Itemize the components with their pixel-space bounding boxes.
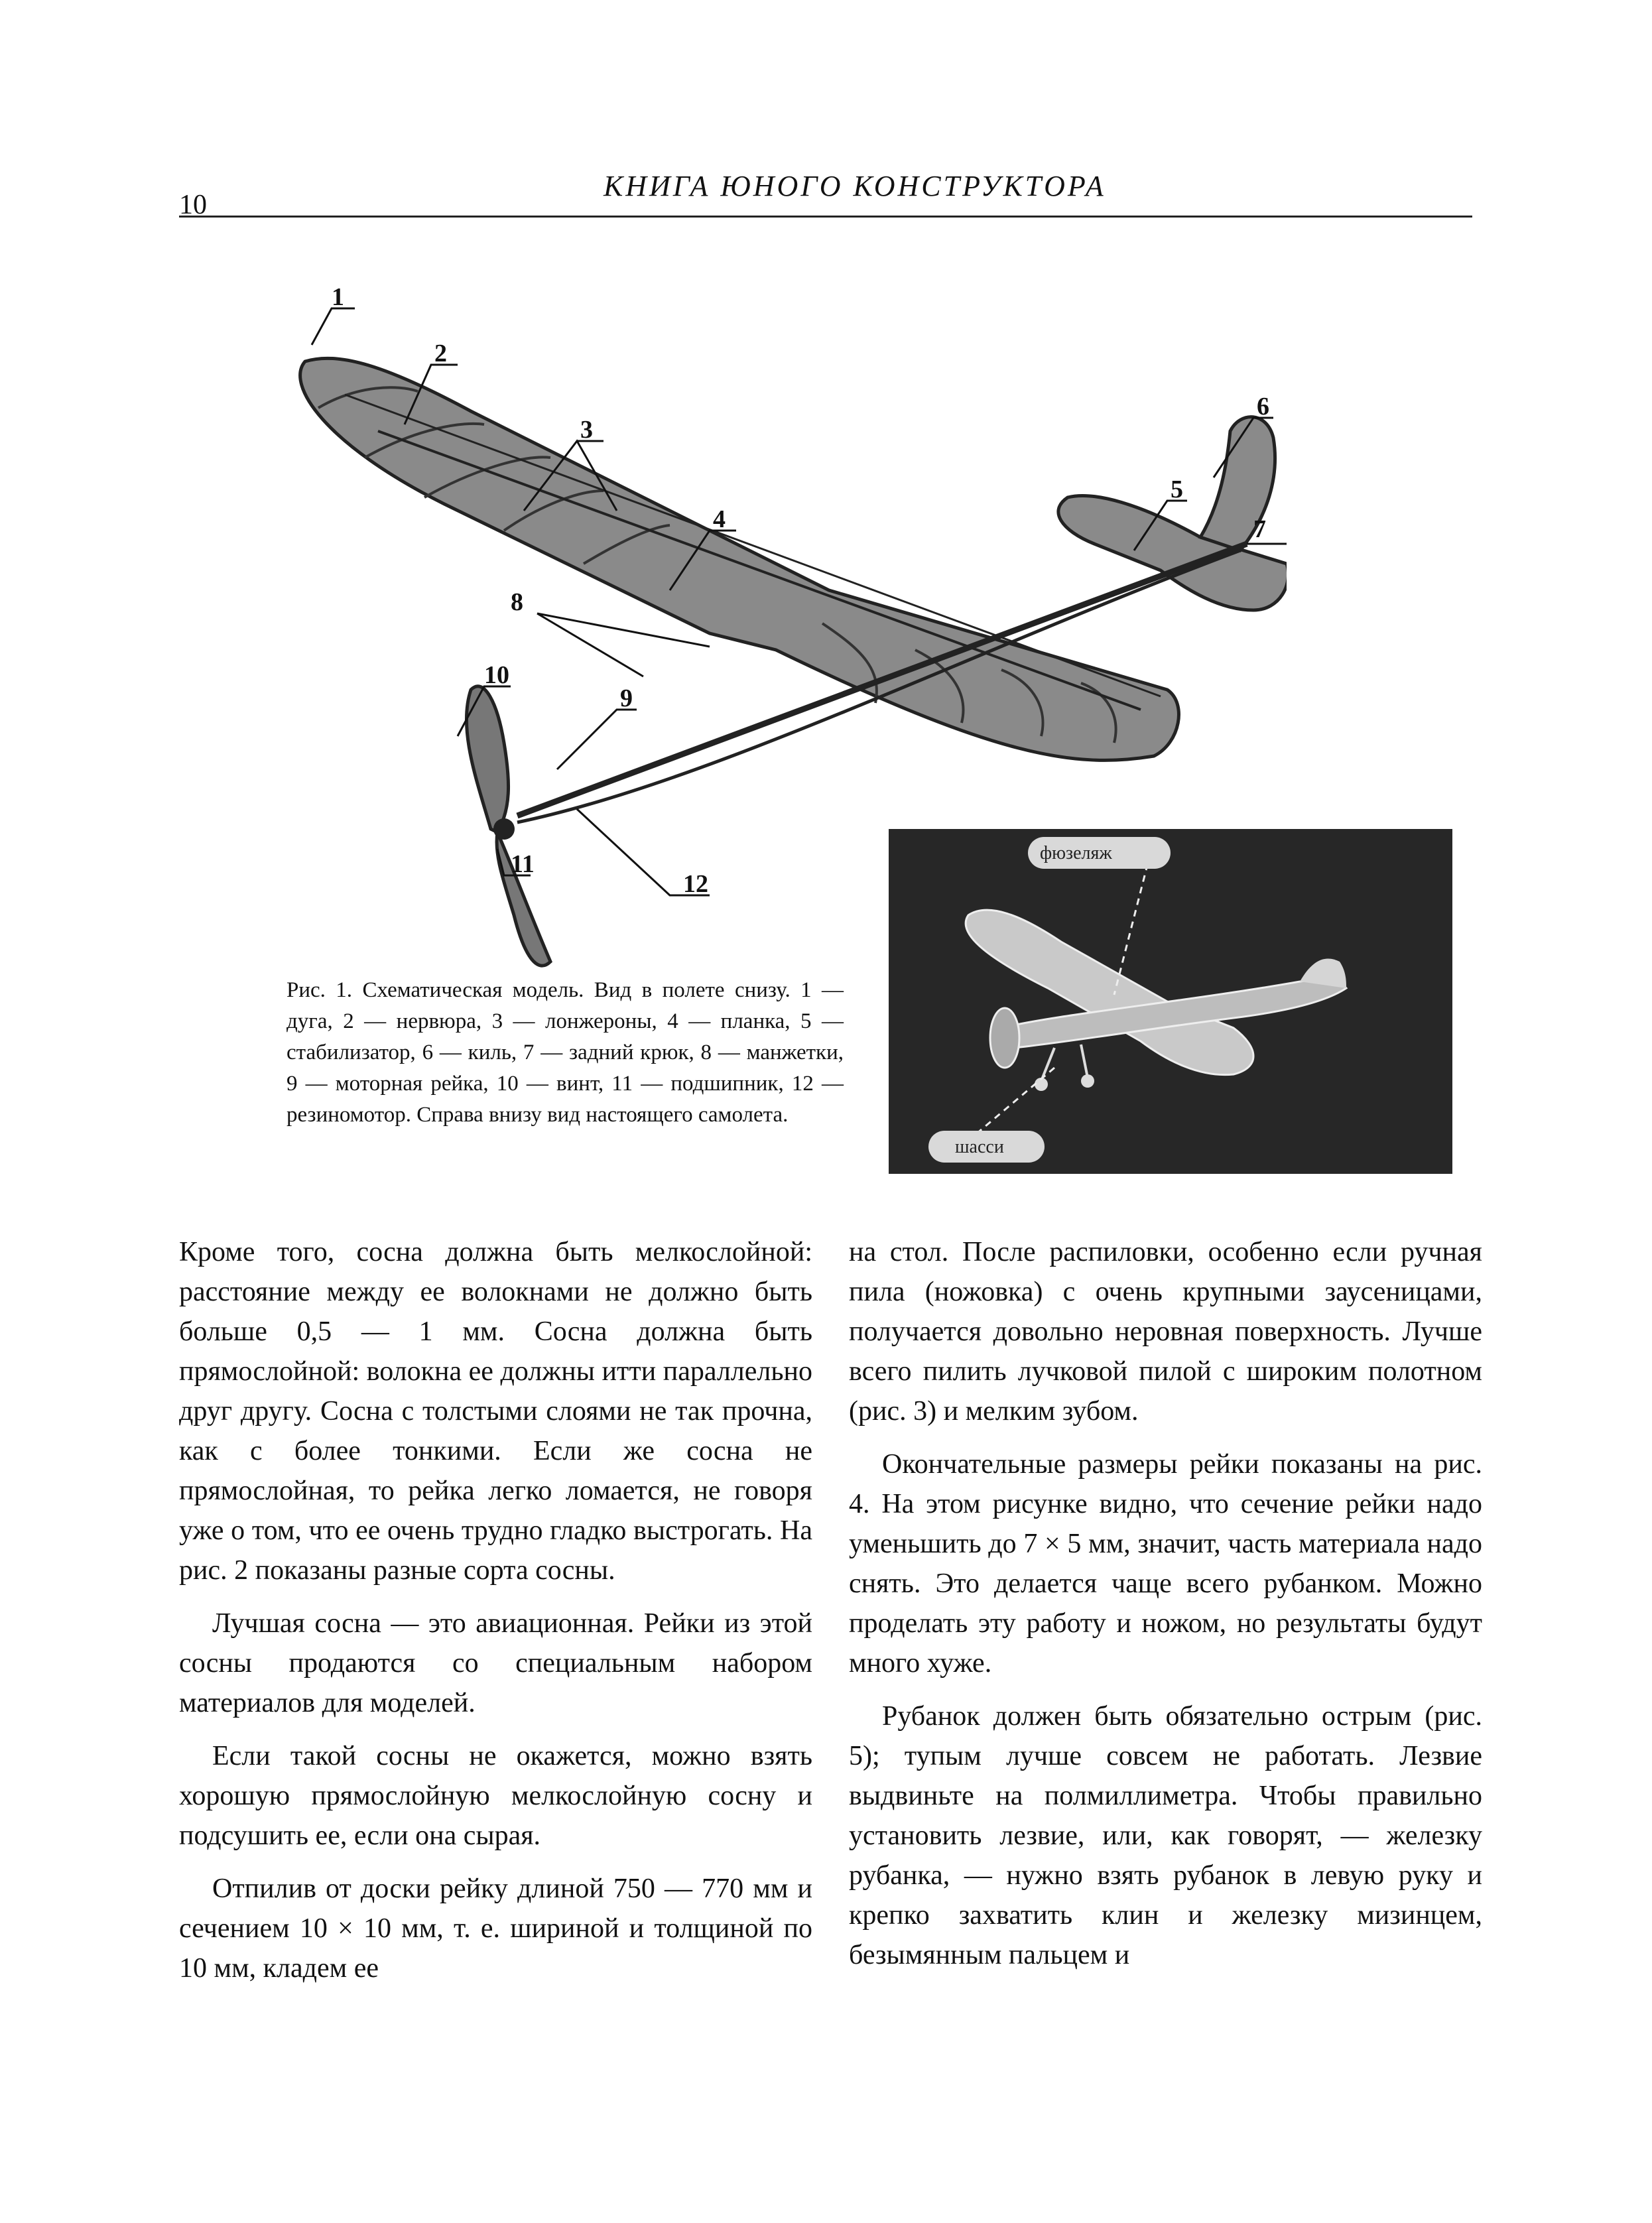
figure-caption xyxy=(286,975,844,1131)
left-text-column xyxy=(179,1232,812,2001)
page-number: 10 xyxy=(179,190,207,220)
right-text-column xyxy=(849,1232,1482,1988)
label-6: 6 xyxy=(1257,393,1269,420)
paragraph: на стол. После распиловки, особенно если ручная пила (ножовка) с очень крупными заусеницами, получается довольно неровная поверхность. Лучше всего пилить лучковой пилой с широким полотном (рис. 3) и мелким зубом. xyxy=(849,1237,1482,1427)
label-11: 11 xyxy=(511,850,535,878)
label-1: 1 xyxy=(332,283,344,311)
paragraph: Отпилив от доски рейку длиной 750 — 770 мм и сечением 10 × 10 мм, т. е. шириной и толщиной по 10 мм, кладем ее xyxy=(179,1874,812,1984)
label-3: 3 xyxy=(580,416,593,444)
paragraph: Кроме того, сосна должна быть мелкослойной: расстояние между ее волокнами не должно быть больше 0,5 — 1 мм. Сосна должна быть прямослойной: волокна ее должны итти параллельно друг другу. Сосна с толстыми слоями не так прочна, как с более тонкими. Если же сосна не прямослойная, то рейка легко ломается, не говоря уже о том, что ее очень трудно гладко выстрогать. На рис. 2 показаны разные сорта сосны. xyxy=(179,1237,812,1586)
label-4: 4 xyxy=(713,505,726,533)
page-header xyxy=(179,169,1472,218)
label-12: 12 xyxy=(683,870,708,898)
figure-caption-text: Рис. 1. Схематическая модель. Вид в полете снизу. 1 — дуга, 2 — нервюра, 3 — лонжероны, 4 — планка, 5 — стабилизатор, 6 — киль, 7 — задний крюк, 8 — манжетки, 9 — моторная рейка, 10 — винт, 11 — подшипник, 12 — резиномотор. Справа внизу вид настоящего самолета. xyxy=(286,978,844,1127)
photo-label-chassis: шасси xyxy=(955,1137,1004,1157)
running-title: КНИГА ЮНОГО КОНСТРУКТОРА xyxy=(604,170,1106,202)
label-2: 2 xyxy=(434,340,447,367)
real-airplane-photo xyxy=(889,829,1452,1174)
label-7: 7 xyxy=(1253,515,1266,543)
photo-label-fuselage: фюзеляж xyxy=(1040,843,1112,863)
label-10: 10 xyxy=(484,661,509,689)
main-wing xyxy=(300,358,1179,760)
paragraph: Если такой сосны не окажется, можно взять хорошую прямослойную мелкослойную сосну и подсушить ее, если она сырая. xyxy=(179,1741,812,1851)
paragraph: Рубанок должен быть обязательно острым (рис. 5); тупым лучше совсем не работать. Лезвие выдвиньте на полмиллиметра. Чтобы правильно установить лезвие, или, как говорят, — железку рубанка, — нужно взять рубанок в левую руку и крепко захватить клин и железку мизинцем, безымянным пальцем и xyxy=(849,1701,1482,1970)
paragraph: Окончательные размеры рейки показаны на рис. 4. На этом рисунке видно, что сечение рейки надо уменьшить до 7 × 5 мм, значит, часть материала надо снять. Это делается чаще всего рубанком. Можно проделать эту работу и ножом, но результаты будут много хуже. xyxy=(849,1449,1482,1679)
paragraph: Лучшая сосна — это авиационная. Рейки из этой сосны продаются со специальным набором материалов для моделей. xyxy=(179,1608,812,1718)
label-8: 8 xyxy=(511,588,523,616)
label-5: 5 xyxy=(1171,476,1183,503)
label-9: 9 xyxy=(620,684,633,712)
